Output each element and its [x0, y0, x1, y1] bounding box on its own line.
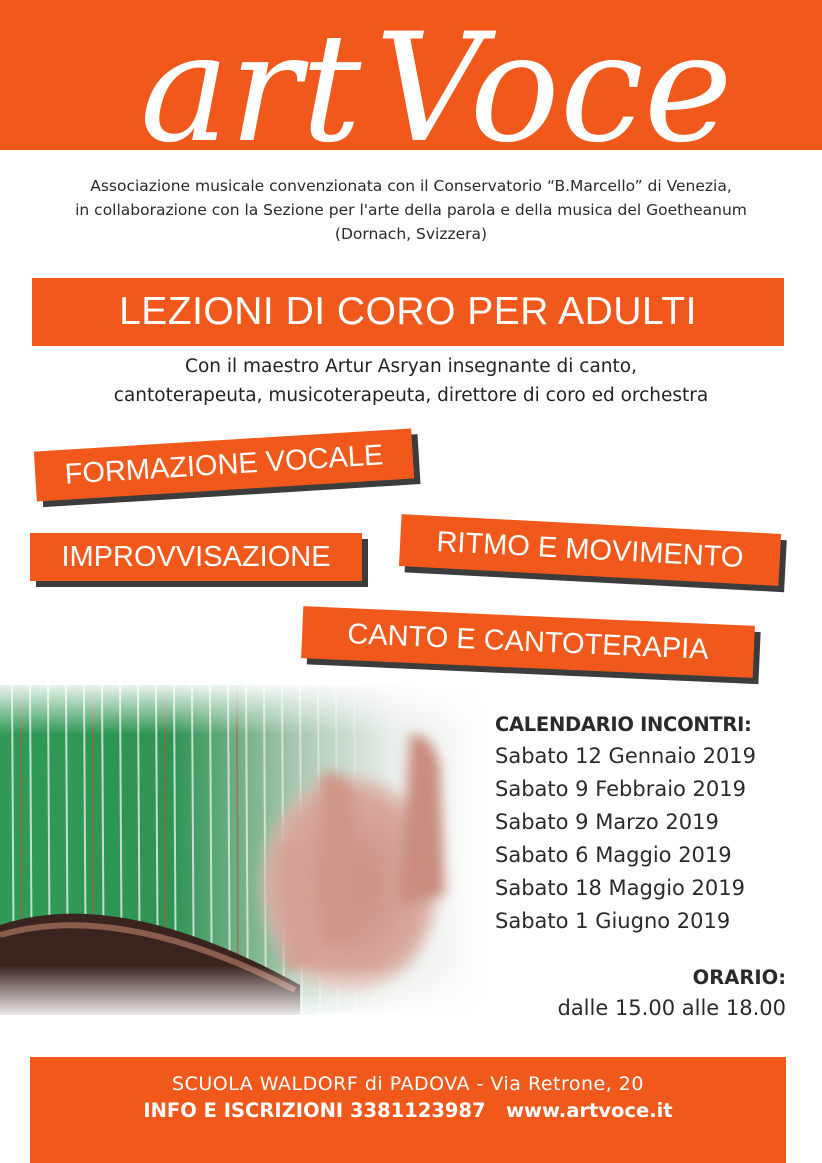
schedule-time	[480, 962, 786, 1024]
footer-band	[30, 1057, 786, 1163]
footer-info-phone: INFO E ISCRIZIONI 3381123987	[143, 1099, 486, 1122]
association-description	[20, 174, 802, 246]
calendar-date: Sabato 6 Maggio 2019	[495, 843, 732, 867]
teacher-line-2: cantoterapeuta, musicoterapeuta, direttore di coro ed orchestra	[113, 385, 709, 406]
artvoce-logo	[0, 0, 822, 175]
calendar-date: Sabato 1 Giugno 2019	[495, 909, 731, 933]
harp-hand-image	[0, 685, 490, 1015]
intro-line-3: (Dornach, Svizzera)	[334, 225, 488, 243]
harp-photo	[0, 685, 490, 1015]
intro-line-1: Associazione musicale convenzionata con il Conservatorio “B.Marcello” di Venezia,	[90, 177, 732, 195]
teacher-description	[10, 352, 812, 410]
footer-contact	[30, 1097, 786, 1125]
orario-label: ORARIO:	[692, 966, 786, 989]
tag-ritmo-e-movimento: RITMO E MOVIMENTO	[399, 514, 781, 586]
footer-address: SCUOLA WALDORF di PADOVA - Via Retrone, 20	[172, 1073, 644, 1095]
orario-value: dalle 15.00 alle 18.00	[557, 996, 786, 1020]
page-title: LEZIONI DI CORO PER ADULTI	[32, 278, 784, 346]
tag-canto-e-cantoterapia: CANTO E CANTOTERAPIA	[301, 606, 755, 678]
tag-formazione-vocale: FORMAZIONE VOCALE	[34, 429, 414, 502]
logo-graphic	[0, 0, 822, 175]
calendar-title: CALENDARIO INCONTRI:	[495, 713, 752, 736]
teacher-line-1: Con il maestro Artur Asryan insegnante di canto,	[185, 356, 637, 377]
calendar-date: Sabato 18 Maggio 2019	[495, 876, 746, 900]
calendar	[495, 710, 800, 938]
logo-text-art: art	[140, 2, 362, 175]
logo-text-voce: Voce	[375, 2, 733, 175]
calendar-date: Sabato 9 Marzo 2019	[495, 810, 719, 834]
tag-improvvisazione: IMPROVVISAZIONE	[30, 533, 362, 581]
calendar-date: Sabato 12 Gennaio 2019	[495, 744, 757, 768]
calendar-date: Sabato 9 Febbraio 2019	[495, 777, 747, 801]
footer-website-link[interactable]: www.artvoce.it	[506, 1099, 673, 1122]
intro-line-2: in collaborazione con la Sezione per l'arte della parola e della musica del Goetheanum	[75, 201, 747, 219]
